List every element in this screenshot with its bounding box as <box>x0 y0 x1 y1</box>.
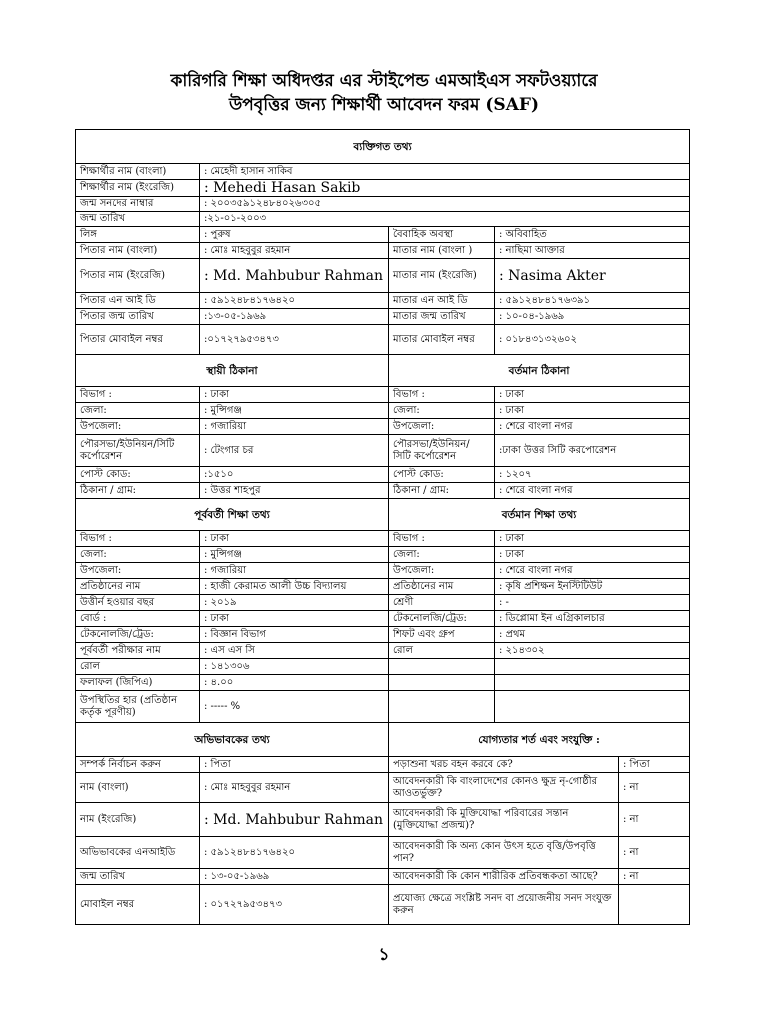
field-label: জেলা: <box>389 403 495 419</box>
field-label: উপজেলা: <box>76 563 200 579</box>
field-label: মোবাইল নম্বর <box>76 885 200 925</box>
field-label: মাতার নাম (ইংরেজি) <box>389 259 495 293</box>
eligibility-question: আবেদনকারী কি কোন শারীরিক প্রতিবন্ধকতা আছে? <box>389 869 619 885</box>
field-value: : ৫৯১২৪৮৪১৭৬৪২০ <box>200 837 389 869</box>
form-title-line2: উপবৃত্তির জন্য শিক্ষার্থী আবেদন ফরম (SAF) <box>228 95 540 115</box>
field-value: : Nasima Akter <box>495 259 690 293</box>
field-value: : গজারিয়া <box>200 419 389 435</box>
field-value: : ঢাকা <box>495 387 690 403</box>
field-value: : Md. Mahbubur Rahman <box>200 259 389 293</box>
field-label: ফলাফল (জিপিএ) <box>76 675 200 691</box>
field-label: মাতার নাম (বাংলা ) <box>389 243 495 259</box>
field-value: : শেরে বাংলা নগর <box>495 419 690 435</box>
field-label: বৈবাহিক অবস্থা <box>389 227 495 243</box>
field-value: : - <box>495 595 690 611</box>
field-value: : মেহেদী হাসান সাকিব <box>200 164 690 180</box>
field-value: :১৩-০৫-১৯৬৯ <box>200 309 389 325</box>
field-label: বোর্ড : <box>76 611 200 627</box>
field-value: : ডিপ্লোমা ইন এগ্রিকালচার <box>495 611 690 627</box>
field-value: : ২১৪৩০২ <box>495 643 690 659</box>
field-label: নাম (ইংরেজি) <box>76 803 200 837</box>
field-label: জন্ম সনদের নাম্বার <box>76 197 200 212</box>
field-value: : ০১৮৪৩১৩২৬০২ <box>495 325 690 355</box>
field-label: শিক্ষার্থীর নাম (ইংরেজি) <box>76 180 200 197</box>
eligibility-answer: : না <box>619 803 690 837</box>
field-label: প্রতিষ্ঠানের নাম <box>76 579 200 595</box>
field-label <box>389 691 495 723</box>
field-label: প্রতিষ্ঠানের নাম <box>389 579 495 595</box>
field-value: : ১৪১৩০৬ <box>200 659 389 675</box>
page-number: ১ <box>378 945 390 965</box>
eligibility-question: পড়াশুনা খরচ বহন করবে কে? <box>389 757 619 773</box>
field-value: : ৫৯১২৪৮৪১৭৬৩৯১ <box>495 293 690 309</box>
section-title-present-address: বর্তমান ঠিকানা <box>389 355 690 387</box>
eligibility-answer <box>619 885 690 925</box>
eligibility-question: প্রযোজ্য ক্ষেত্রে সংশ্লিষ্ট সনদ বা প্রয়োজনীয় সনদ সংযুক্ত করুন <box>389 885 619 925</box>
field-label <box>389 659 495 675</box>
field-value: : কৃষি প্রশিক্ষন ইনস্টিটিউট <box>495 579 690 595</box>
field-value: : ঢাকা <box>495 547 690 563</box>
field-label: বিভাগ : <box>389 387 495 403</box>
field-label: পৌরসভা/ইউনিয়ন/সিটি কর্পোরেশন <box>76 435 200 467</box>
field-label: অভিভাবকের এনআইডি <box>76 837 200 869</box>
field-value: : ১৩-০৫-১৯৬৯ <box>200 869 389 885</box>
field-label: পৌরসভা/ইউনিয়ন/ সিটি কর্পোরেশন <box>389 435 495 467</box>
field-value: : অবিবাহিত <box>495 227 690 243</box>
eligibility-question: আবেদনকারী কি মুক্তিযোদ্ধা পরিবারের সন্তান (মুক্তিযোদ্ধা প্রজন্ম)? <box>389 803 619 837</box>
field-value: : এস এস সি <box>200 643 389 659</box>
field-label: পোস্ট কোড: <box>389 467 495 483</box>
eligibility-answer: : পিতা <box>619 757 690 773</box>
field-value: : ১২০৭ <box>495 467 690 483</box>
field-label: মাতার এন আই ডি <box>389 293 495 309</box>
field-value: : ----- % <box>200 691 389 723</box>
field-label: পিতার নাম (ইংরেজি) <box>76 259 200 293</box>
field-value <box>495 675 690 691</box>
field-label: নাম (বাংলা) <box>76 773 200 803</box>
field-label: পোস্ট কোড: <box>76 467 200 483</box>
field-label: জেলা: <box>76 547 200 563</box>
field-label: উপজেলা: <box>76 419 200 435</box>
field-value: : ২০১৯ <box>200 595 389 611</box>
form-title-line1: কারিগরি শিক্ষা অধিদপ্তর এর স্টাইপেন্ড এমআইএস সফটওয়্যারে <box>170 71 598 91</box>
field-value: : প্রথম <box>495 627 690 643</box>
field-label <box>389 675 495 691</box>
field-value: : মোঃ মাহবুবুর রহমান <box>200 773 389 803</box>
eligibility-question: আবেদনকারী কি বাংলাদেশের কোনও ক্ষুদ্র নৃ-গোষ্ঠীর আওতর্ভুক্ত? <box>389 773 619 803</box>
field-value <box>495 691 690 723</box>
section-title-permanent-address: স্থায়ী ঠিকানা <box>76 355 389 387</box>
field-value: : ৫৯১২৪৮৪১৭৬৪২০ <box>200 293 389 309</box>
field-value: :ঢাকা উত্তর সিটি করপোরেশন <box>495 435 690 467</box>
field-value: : ৪.০০ <box>200 675 389 691</box>
field-label: জেলা: <box>389 547 495 563</box>
field-value: : মুন্সিগঞ্জ <box>200 547 389 563</box>
field-label: জেলা: <box>76 403 200 419</box>
field-value: : ০১৭২৭৯৫৩৪৭৩ <box>200 885 389 925</box>
field-label: বিভাগ : <box>389 531 495 547</box>
eligibility-answer: : না <box>619 837 690 869</box>
field-label: শ্রেণী <box>389 595 495 611</box>
field-value: : শেরে বাংলা নগর <box>495 483 690 499</box>
section-title-current-education: বর্তমান শিক্ষা তথ্য <box>389 499 690 531</box>
field-value: : ঢাকা <box>200 387 389 403</box>
field-label: রোল <box>389 643 495 659</box>
field-label: উপস্থিতির হার (প্রতিষ্ঠান কর্তৃক পূরণীয়) <box>76 691 200 723</box>
field-value <box>495 659 690 675</box>
field-label: বিভাগ : <box>76 531 200 547</box>
field-value: : ঢাকা <box>495 531 690 547</box>
field-value: : হাজী কেরামত আলী উচ্চ বিদ্যালয় <box>200 579 389 595</box>
eligibility-answer: : না <box>619 773 690 803</box>
field-value: : Md. Mahbubur Rahman <box>200 803 389 837</box>
field-label: শিফট এবং গ্রুপ <box>389 627 495 643</box>
field-label: বিভাগ : <box>76 387 200 403</box>
section-title-previous-education: পূর্ববর্তী শিক্ষা তথ্য <box>76 499 389 531</box>
field-label: উত্তীর্ন হওয়ার বছর <box>76 595 200 611</box>
field-value: : পুরুষ <box>200 227 389 243</box>
field-value: : Mehedi Hasan Sakib <box>200 180 690 197</box>
field-label: রোল <box>76 659 200 675</box>
field-label: মাতার জন্ম তারিখ <box>389 309 495 325</box>
field-value: :০১৭২৭৯৫৩৪৭৩ <box>200 325 389 355</box>
field-label: উপজেলা: <box>389 563 495 579</box>
field-value: : নাছিমা আক্তার <box>495 243 690 259</box>
eligibility-question: আবেদনকারী কি অন্য কোন উৎস হতে বৃত্তি/উপবৃত্তি পান? <box>389 837 619 869</box>
field-value: : বিজ্ঞান বিভাগ <box>200 627 389 643</box>
field-value: :১৫১০ <box>200 467 389 483</box>
field-value: : ২০০৩৫৯১২৪৮৪০২৬৩০৫ <box>200 197 690 212</box>
field-label: পিতার মোবাইল নম্বর <box>76 325 200 355</box>
field-label: টেকনোলজি/ট্রেড: <box>389 611 495 627</box>
field-label: জন্ম তারিখ <box>76 869 200 885</box>
field-value: : ঢাকা <box>200 611 389 627</box>
field-label: সম্পর্ক নির্বাচন করুন <box>76 757 200 773</box>
field-value: :২১-০১-২০০৩ <box>200 212 690 227</box>
section-title-eligibility: যোগ্যতার শর্ত এবং সংযুক্তি : <box>389 723 690 757</box>
field-label: জন্ম তারিখ <box>76 212 200 227</box>
field-value: : গজারিয়া <box>200 563 389 579</box>
field-label: পিতার জন্ম তারিখ <box>76 309 200 325</box>
section-title-guardian: অভিভাবকের তথ্য <box>76 723 389 757</box>
field-value: : ঢাকা <box>495 403 690 419</box>
field-label: শিক্ষার্থীর নাম (বাংলা) <box>76 164 200 180</box>
application-form-table <box>75 129 690 925</box>
field-label: ঠিকানা / গ্রাম: <box>389 483 495 499</box>
field-label: পূর্ববর্তী পরীক্ষার নাম <box>76 643 200 659</box>
field-label: উপজেলা: <box>389 419 495 435</box>
section-title-personal: ব্যক্তিগত তথ্য <box>76 130 690 164</box>
field-label: মাতার মোবাইল নম্বর <box>389 325 495 355</box>
eligibility-answer: : না <box>619 869 690 885</box>
field-value: : ১০-০৪-১৯৬৯ <box>495 309 690 325</box>
field-label: ঠিকানা / গ্রাম: <box>76 483 200 499</box>
field-label: পিতার নাম (বাংলা) <box>76 243 200 259</box>
field-value: : টেংগার চর <box>200 435 389 467</box>
field-value: : পিতা <box>200 757 389 773</box>
field-label: লিঙ্গ <box>76 227 200 243</box>
field-label: টেকনোলজি/ট্রেড: <box>76 627 200 643</box>
field-value: : মুন্সিগঞ্জ <box>200 403 389 419</box>
field-value: : শেরে বাংলা নগর <box>495 563 690 579</box>
field-value: : মোঃ মাহবুবুর রহমান <box>200 243 389 259</box>
field-value: : উত্তর শাহপুর <box>200 483 389 499</box>
field-label: পিতার এন আই ডি <box>76 293 200 309</box>
field-value: : ঢাকা <box>200 531 389 547</box>
